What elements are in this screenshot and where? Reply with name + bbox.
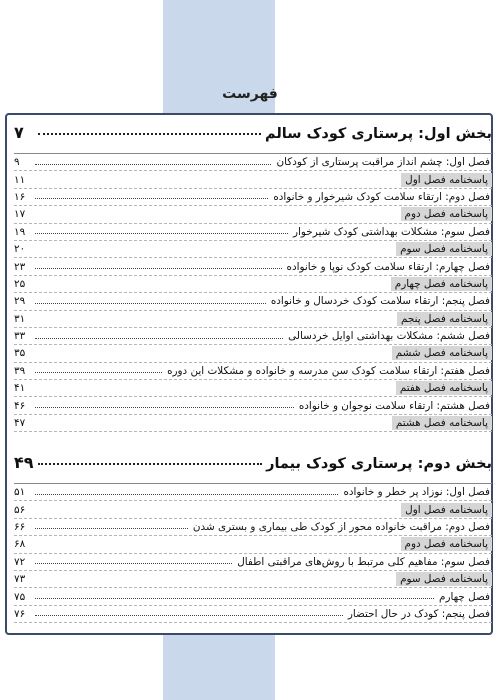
section-header xyxy=(14,123,492,154)
dot-leader xyxy=(35,494,338,495)
toc-entry-answer-key[interactable] xyxy=(14,380,492,397)
toc-entry-page-number: ۳۵ xyxy=(14,347,26,360)
toc-entry-label: پاسخنامه فصل دوم xyxy=(401,207,492,221)
toc-entry-chapter[interactable] xyxy=(14,554,492,571)
toc-entry-answer-key[interactable] xyxy=(14,501,492,518)
toc-entry-page-number: ۱۹ xyxy=(14,225,26,238)
dot-leader xyxy=(35,303,266,304)
toc-entry-answer-key[interactable] xyxy=(14,571,492,588)
dot-leader xyxy=(35,407,294,408)
toc-entry-chapter[interactable] xyxy=(14,363,492,380)
toc-entry-answer-key[interactable] xyxy=(14,536,492,553)
toc-entry-answer-key[interactable] xyxy=(14,206,492,223)
dot-leader xyxy=(35,528,188,529)
toc-entry-page-number: ۴۷ xyxy=(14,417,26,430)
toc-entry-chapter[interactable] xyxy=(14,606,492,623)
toc-entry-chapter[interactable] xyxy=(14,154,492,171)
toc-entry-page-number: ۷۶ xyxy=(14,607,26,620)
toc-entry-page-number: ۲۰ xyxy=(14,243,26,256)
toc-entry-page-number: ۳۱ xyxy=(14,312,26,325)
toc-entry-chapter[interactable] xyxy=(14,397,492,414)
dot-leader xyxy=(38,463,262,465)
dot-leader xyxy=(35,164,271,165)
toc-entry-label: پاسخنامه فصل چهارم xyxy=(391,277,492,291)
toc-entry-label: فصل هشتم: ارتقاء سلامت نوجوان و خانواده xyxy=(298,399,490,412)
toc-entry-page-number: ۳۹ xyxy=(14,364,26,377)
toc-section xyxy=(14,123,492,432)
toc-entry-label: فصل اول: نوزاد پر خطر و خانواده xyxy=(343,486,490,499)
toc-entry-chapter[interactable] xyxy=(14,189,492,206)
toc-entry-page-number: ۹ xyxy=(14,156,20,169)
dot-leader xyxy=(35,372,162,373)
toc-entries xyxy=(14,154,492,432)
toc-entry-label: فصل چهارم xyxy=(439,590,490,603)
dot-leader xyxy=(35,338,283,339)
toc-entry-label: پاسخنامه فصل هفتم xyxy=(396,381,492,395)
toc-entry-label: پاسخنامه فصل اول xyxy=(401,503,492,517)
toc-entry-label: فصل ششم: مشکلات بهداشتی اوایل خردسالی xyxy=(288,330,490,343)
toc-entry-chapter[interactable] xyxy=(14,224,492,241)
toc-entry-chapter[interactable] xyxy=(14,258,492,275)
toc-entry-label: پاسخنامه فصل ششم xyxy=(392,346,492,360)
toc-entry-chapter[interactable] xyxy=(14,328,492,345)
toc-entry-chapter[interactable] xyxy=(14,293,492,310)
toc-entry-chapter[interactable] xyxy=(14,588,492,605)
toc-entry-label: پاسخنامه فصل سوم xyxy=(396,572,492,586)
toc-entry-page-number: ۴۱ xyxy=(14,382,26,395)
toc-entry-page-number: ۱۱ xyxy=(14,173,26,186)
toc-frame xyxy=(5,113,493,635)
toc-entry-page-number: ۶۶ xyxy=(14,520,26,533)
dot-leader xyxy=(35,598,434,599)
toc-entry-label: فصل اول: چشم انداز مراقبت پرستاری از کودکان xyxy=(276,156,490,169)
toc-entry-page-number: ۵۶ xyxy=(14,503,26,516)
toc-entry-label: فصل سوم: مفاهیم کلی مرتبط با روش‌های مراقبتی اطفال xyxy=(237,555,490,568)
dot-leader xyxy=(35,268,282,269)
toc-entry-label: فصل پنجم: ارتقاء سلامت کودک خردسال و خانواده xyxy=(270,295,490,308)
toc-entry-page-number: ۳۳ xyxy=(14,330,26,343)
toc-section xyxy=(14,453,492,623)
toc-entries xyxy=(14,484,492,623)
toc-entry-label: پاسخنامه فصل سوم xyxy=(396,242,492,256)
toc-entry-answer-key[interactable] xyxy=(14,311,492,328)
toc-entry-page-number: ۷۲ xyxy=(14,555,26,568)
toc-entry-answer-key[interactable] xyxy=(14,241,492,258)
toc-entry-label: پاسخنامه فصل هشتم xyxy=(392,416,492,430)
toc-entry-label: فصل سوم: مشکلات بهداشتی کودک شیرخوار xyxy=(293,225,490,238)
toc-entry-page-number: ۱۶ xyxy=(14,190,26,203)
dot-leader xyxy=(38,133,261,135)
toc-entry-page-number: ۲۳ xyxy=(14,260,26,273)
toc-entry-label: پاسخنامه فصل اول xyxy=(401,173,492,187)
toc-entry-page-number: ۲۹ xyxy=(14,295,26,308)
dot-leader xyxy=(35,198,268,199)
toc-entry-label: فصل دوم: مراقبت خانواده محور از کودک طی بیماری و بستری شدن xyxy=(192,520,490,533)
dot-leader xyxy=(35,615,343,616)
section-header xyxy=(14,453,492,484)
toc-entry-answer-key[interactable] xyxy=(14,415,492,432)
toc-entry-page-number: ۷۵ xyxy=(14,590,26,603)
toc-entry-label: فصل دوم: ارتقاء سلامت کودک شیرخوار و خانواده xyxy=(273,190,490,203)
toc-entry-page-number: ۶۸ xyxy=(14,538,26,551)
toc-entry-label: فصل هفتم: ارتقاء سلامت کودک سن مدرسه و خانواده و مشکلات این دوره xyxy=(167,364,490,377)
page-title: فهرست xyxy=(222,86,278,102)
toc-entry-chapter[interactable] xyxy=(14,484,492,501)
section-page-number: ۷ xyxy=(14,123,24,142)
toc-entry-page-number: ۱۷ xyxy=(14,208,26,221)
toc-entry-page-number: ۴۶ xyxy=(14,399,26,412)
toc-entry-label: پاسخنامه فصل دوم xyxy=(401,537,492,551)
toc-entry-page-number: ۲۵ xyxy=(14,277,26,290)
section-title: بخش اول: پرستاری کودک سالم xyxy=(264,126,492,142)
toc-entry-page-number: ۷۳ xyxy=(14,573,26,586)
section-page-number: ۴۹ xyxy=(14,453,34,472)
toc-entry-label: فصل پنجم: کودک در حال احتضار xyxy=(347,607,490,620)
toc-entry-page-number: ۵۱ xyxy=(14,486,26,499)
toc-entry-answer-key[interactable] xyxy=(14,276,492,293)
dot-leader xyxy=(35,233,288,234)
section-title: بخش دوم: پرستاری کودک بیمار xyxy=(266,456,492,472)
toc-entry-chapter[interactable] xyxy=(14,519,492,536)
toc-entry-answer-key[interactable] xyxy=(14,171,492,188)
toc-entry-label: پاسخنامه فصل پنجم xyxy=(397,312,492,326)
toc-entry-label: فصل چهارم: ارتقاء سلامت کودک نوپا و خانواده xyxy=(286,260,490,273)
toc-entry-answer-key[interactable] xyxy=(14,345,492,362)
dot-leader xyxy=(35,563,232,564)
